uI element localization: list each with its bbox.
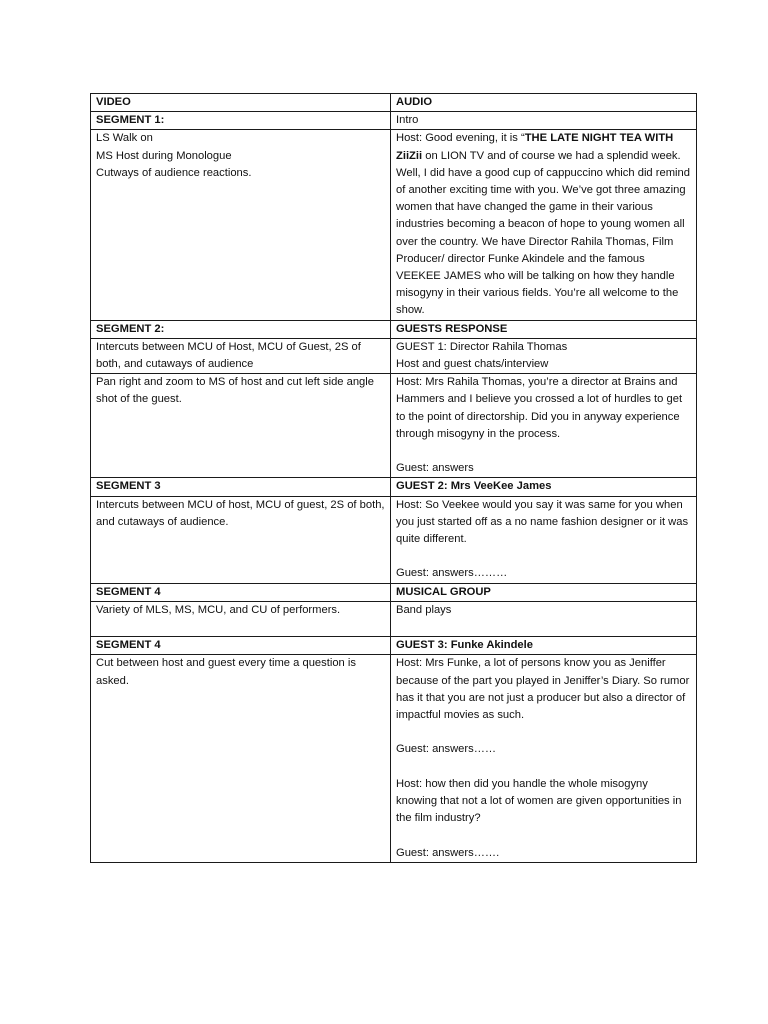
guest-answer: Guest: answers……. (396, 846, 500, 859)
guest-answer: Guest: answers…… (396, 743, 497, 756)
host-question: Host: how then did you handle the whole misogyny knowing that not a lot of women are given opportunities in the film industry? (396, 777, 685, 825)
segment-2-dialogue-row (91, 374, 697, 478)
host-intro-prefix: Host: Good evening, it is “ (396, 132, 525, 145)
video-column-header: VIDEO (91, 94, 391, 112)
shot-item: MS Host during Monologue (96, 149, 232, 162)
segment-2-title-row (91, 320, 697, 338)
script-table (90, 93, 697, 863)
guest-2-label: GUEST 2: Mrs VeeKee James (391, 478, 697, 496)
band-plays-note: Band plays (391, 601, 697, 636)
segment-2-audio-label: GUESTS RESPONSE (391, 320, 697, 338)
segment-1-title-row (91, 112, 697, 130)
guest-1-label: GUEST 1: Director Rahila Thomas (396, 340, 568, 353)
segment-4-camera-note: Cut between host and guest every time a question is asked. (91, 655, 391, 862)
segment-2-guest-row (91, 338, 697, 373)
segment-4-dialogue-row (91, 655, 697, 862)
shot-item: Cutways of audience reactions. (96, 166, 252, 179)
guest-answer: Guest: answers……… (396, 567, 508, 580)
host-question: Host: So Veekee would you say it was same for you when you just started off as a no name fashion designer or it was quite different. (396, 498, 692, 546)
performer-shots-note: Variety of MLS, MS, MCU, and CU of performers. (91, 601, 391, 636)
segment-1-audio-label: Intro (391, 112, 697, 130)
segment-4-label: SEGMENT 4 (91, 583, 391, 601)
host-question: Host: Mrs Rahila Thomas, you’re a director at Brains and Hammers and I believe you crossed a lot of hurdles to get to the point of directorship. Did you in anyway experience through misogyny in the process. (396, 376, 686, 440)
host-question: Host: Mrs Funke, a lot of persons know you as Jeniffer because of the part you played in Jeniffer’s Diary. So rumor has it that you are not just a producer but also a director of impactful movies as such. (396, 657, 693, 722)
segment-4-music-title-row (91, 583, 697, 601)
segment-3-title-row (91, 478, 697, 496)
guest-answer: Guest: answers (396, 462, 474, 475)
segment-2-camera-note: Intercuts between MCU of Host, MCU of Guest, 2S of both, and cutaways of audience (91, 338, 391, 373)
segment-4-dialogue (391, 655, 697, 862)
segment-3-dialogue (391, 496, 697, 583)
segment-2-label: SEGMENT 2: (91, 320, 391, 338)
segment-4-music-row (91, 601, 697, 636)
segment-2-shot-note: Pan right and zoom to MS of host and cut left side angle shot of the guest. (91, 374, 391, 478)
interview-note: Host and guest chats/interview (396, 358, 549, 371)
segment-3-dialogue-row (91, 496, 697, 583)
header-row (91, 94, 697, 112)
segment-1-shot-list (91, 130, 391, 320)
segment-3-camera-note: Intercuts between MCU of host, MCU of guest, 2S of both, and cutaways of audience. (91, 496, 391, 583)
segment-1-content-row (91, 130, 697, 320)
host-intro-text: on LION TV and of course we had a splendid week. Well, I did have a good cup of cappuccino which did remind of another exciting time with you. We’ve got three amazing women that have changed the game in their various industries becoming a beacon of hope to young women all over the country. We have Director Rahila Thomas, Film Producer/ director Funke Akindele and the famous VEEKEE JAMES who will be talking on how they handle misogyny in their various fields. You’re all welcome to the show. (396, 149, 690, 317)
show-title: THE LATE NIGHT TEA WITH ZiiZii (396, 132, 674, 162)
segment-1-label: SEGMENT 1: (91, 112, 391, 130)
audio-column-header: AUDIO (391, 94, 697, 112)
segment-4-label: SEGMENT 4 (91, 637, 391, 655)
segment-3-label: SEGMENT 3 (91, 478, 391, 496)
segment-2-dialogue (391, 374, 697, 478)
shot-item: LS Walk on (96, 132, 153, 145)
segment-1-host-intro (391, 130, 697, 320)
segment-4-guest-title-row (91, 637, 697, 655)
guest-3-label: GUEST 3: Funke Akindele (391, 637, 697, 655)
segment-2-guest-info (391, 338, 697, 373)
musical-group-label: MUSICAL GROUP (391, 583, 697, 601)
